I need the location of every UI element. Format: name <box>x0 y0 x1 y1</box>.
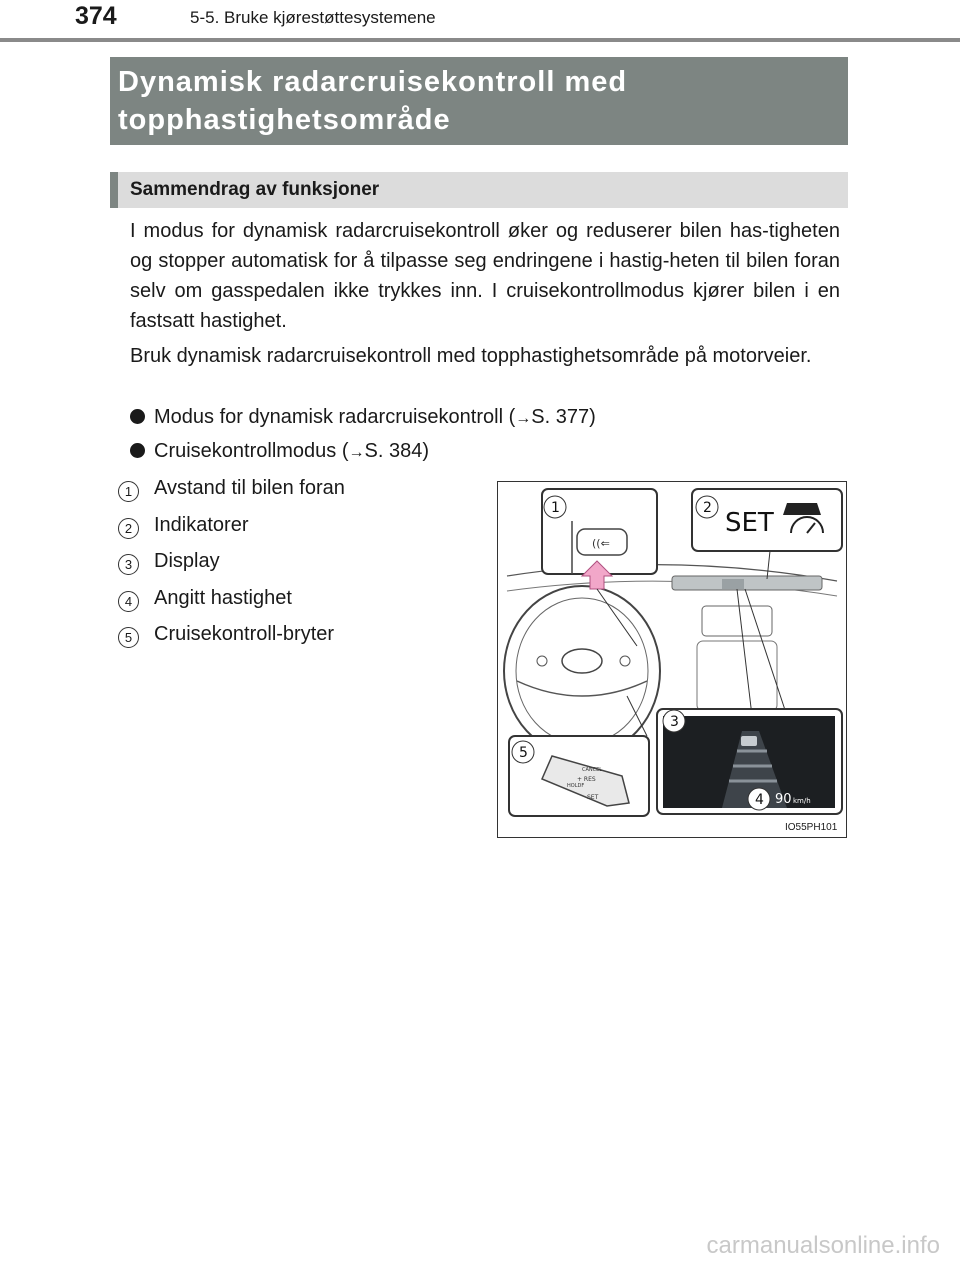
callout-5: 5 <box>519 745 528 761</box>
reference-arrow-icon: → <box>515 410 532 427</box>
svg-text:CANCEL: CANCEL <box>582 767 603 773</box>
paragraph-1: I modus for dynamisk radarcruisekontroll øker og reduserer bilen has-tigheten og stopper automatisk for å tilpasse seg endringene i hastig-heten til bilen foran selv om gasspedalen ikke trykkes inn. I cruisekontrollmodus kjører bilen i en fastsatt hastighet. <box>130 220 840 332</box>
legend-label: Indikatorer <box>154 513 249 536</box>
legend-number: 2 <box>118 518 139 539</box>
page-reference-link[interactable]: S. 377) <box>531 406 596 428</box>
page-reference-link[interactable]: S. 384) <box>364 440 429 462</box>
cockpit-illustration <box>497 481 847 838</box>
title-box <box>110 57 848 145</box>
svg-text:HOLDF: HOLDF <box>567 783 585 789</box>
bullet-dot-icon <box>130 409 145 424</box>
paragraph-2: Bruk dynamisk radarcruisekontroll med topphastighetsområde på motorveier. <box>130 345 812 367</box>
legend-number: 5 <box>118 627 139 648</box>
legend-label: Display <box>154 550 220 572</box>
legend-number: 4 <box>118 591 139 612</box>
legend-label: Cruisekontroll-bryter <box>154 623 335 645</box>
legend-number: 3 <box>118 554 139 575</box>
svg-text:SET: SET <box>587 794 599 801</box>
reference-arrow-icon: → <box>348 444 365 461</box>
bullet-item <box>130 402 596 434</box>
set-indicator-text: SET <box>725 508 774 538</box>
svg-text:((⇐: ((⇐ <box>592 537 610 550</box>
section-title: Dynamisk radarcruisekontroll med topphastighetsområde <box>118 66 628 136</box>
svg-text:+ RES: + RES <box>577 776 596 783</box>
legend-label: Angitt hastighet <box>154 586 292 609</box>
callout-3: 3 <box>670 714 679 730</box>
callout-4: 4 <box>755 792 764 808</box>
legend-label: Avstand til bilen foran <box>154 477 345 499</box>
subsection-title: Sammendrag av funksjoner <box>130 179 380 200</box>
set-speed-value: 90 <box>775 792 792 807</box>
callout-1: 1 <box>551 500 560 516</box>
bullet-item <box>130 436 429 468</box>
cockpit-figure <box>497 481 847 838</box>
page-number: 374 <box>75 2 117 30</box>
set-speed-unit: km/h <box>793 797 811 805</box>
legend-number: 1 <box>118 481 139 502</box>
header-rule <box>0 38 960 42</box>
subtitle-box <box>110 172 848 208</box>
bullet-text: Cruisekontrollmodus ( <box>154 440 349 462</box>
callout-2: 2 <box>703 500 712 516</box>
bullet-dot-icon <box>130 443 145 458</box>
watermark: carmanualsonline.info <box>706 1232 940 1259</box>
figure-code: IO55PH101 <box>785 822 838 833</box>
chapter-title: 5-5. Bruke kjørestøttesystemene <box>190 8 436 27</box>
bullet-text: Modus for dynamisk radarcruisekontroll ( <box>154 406 516 428</box>
